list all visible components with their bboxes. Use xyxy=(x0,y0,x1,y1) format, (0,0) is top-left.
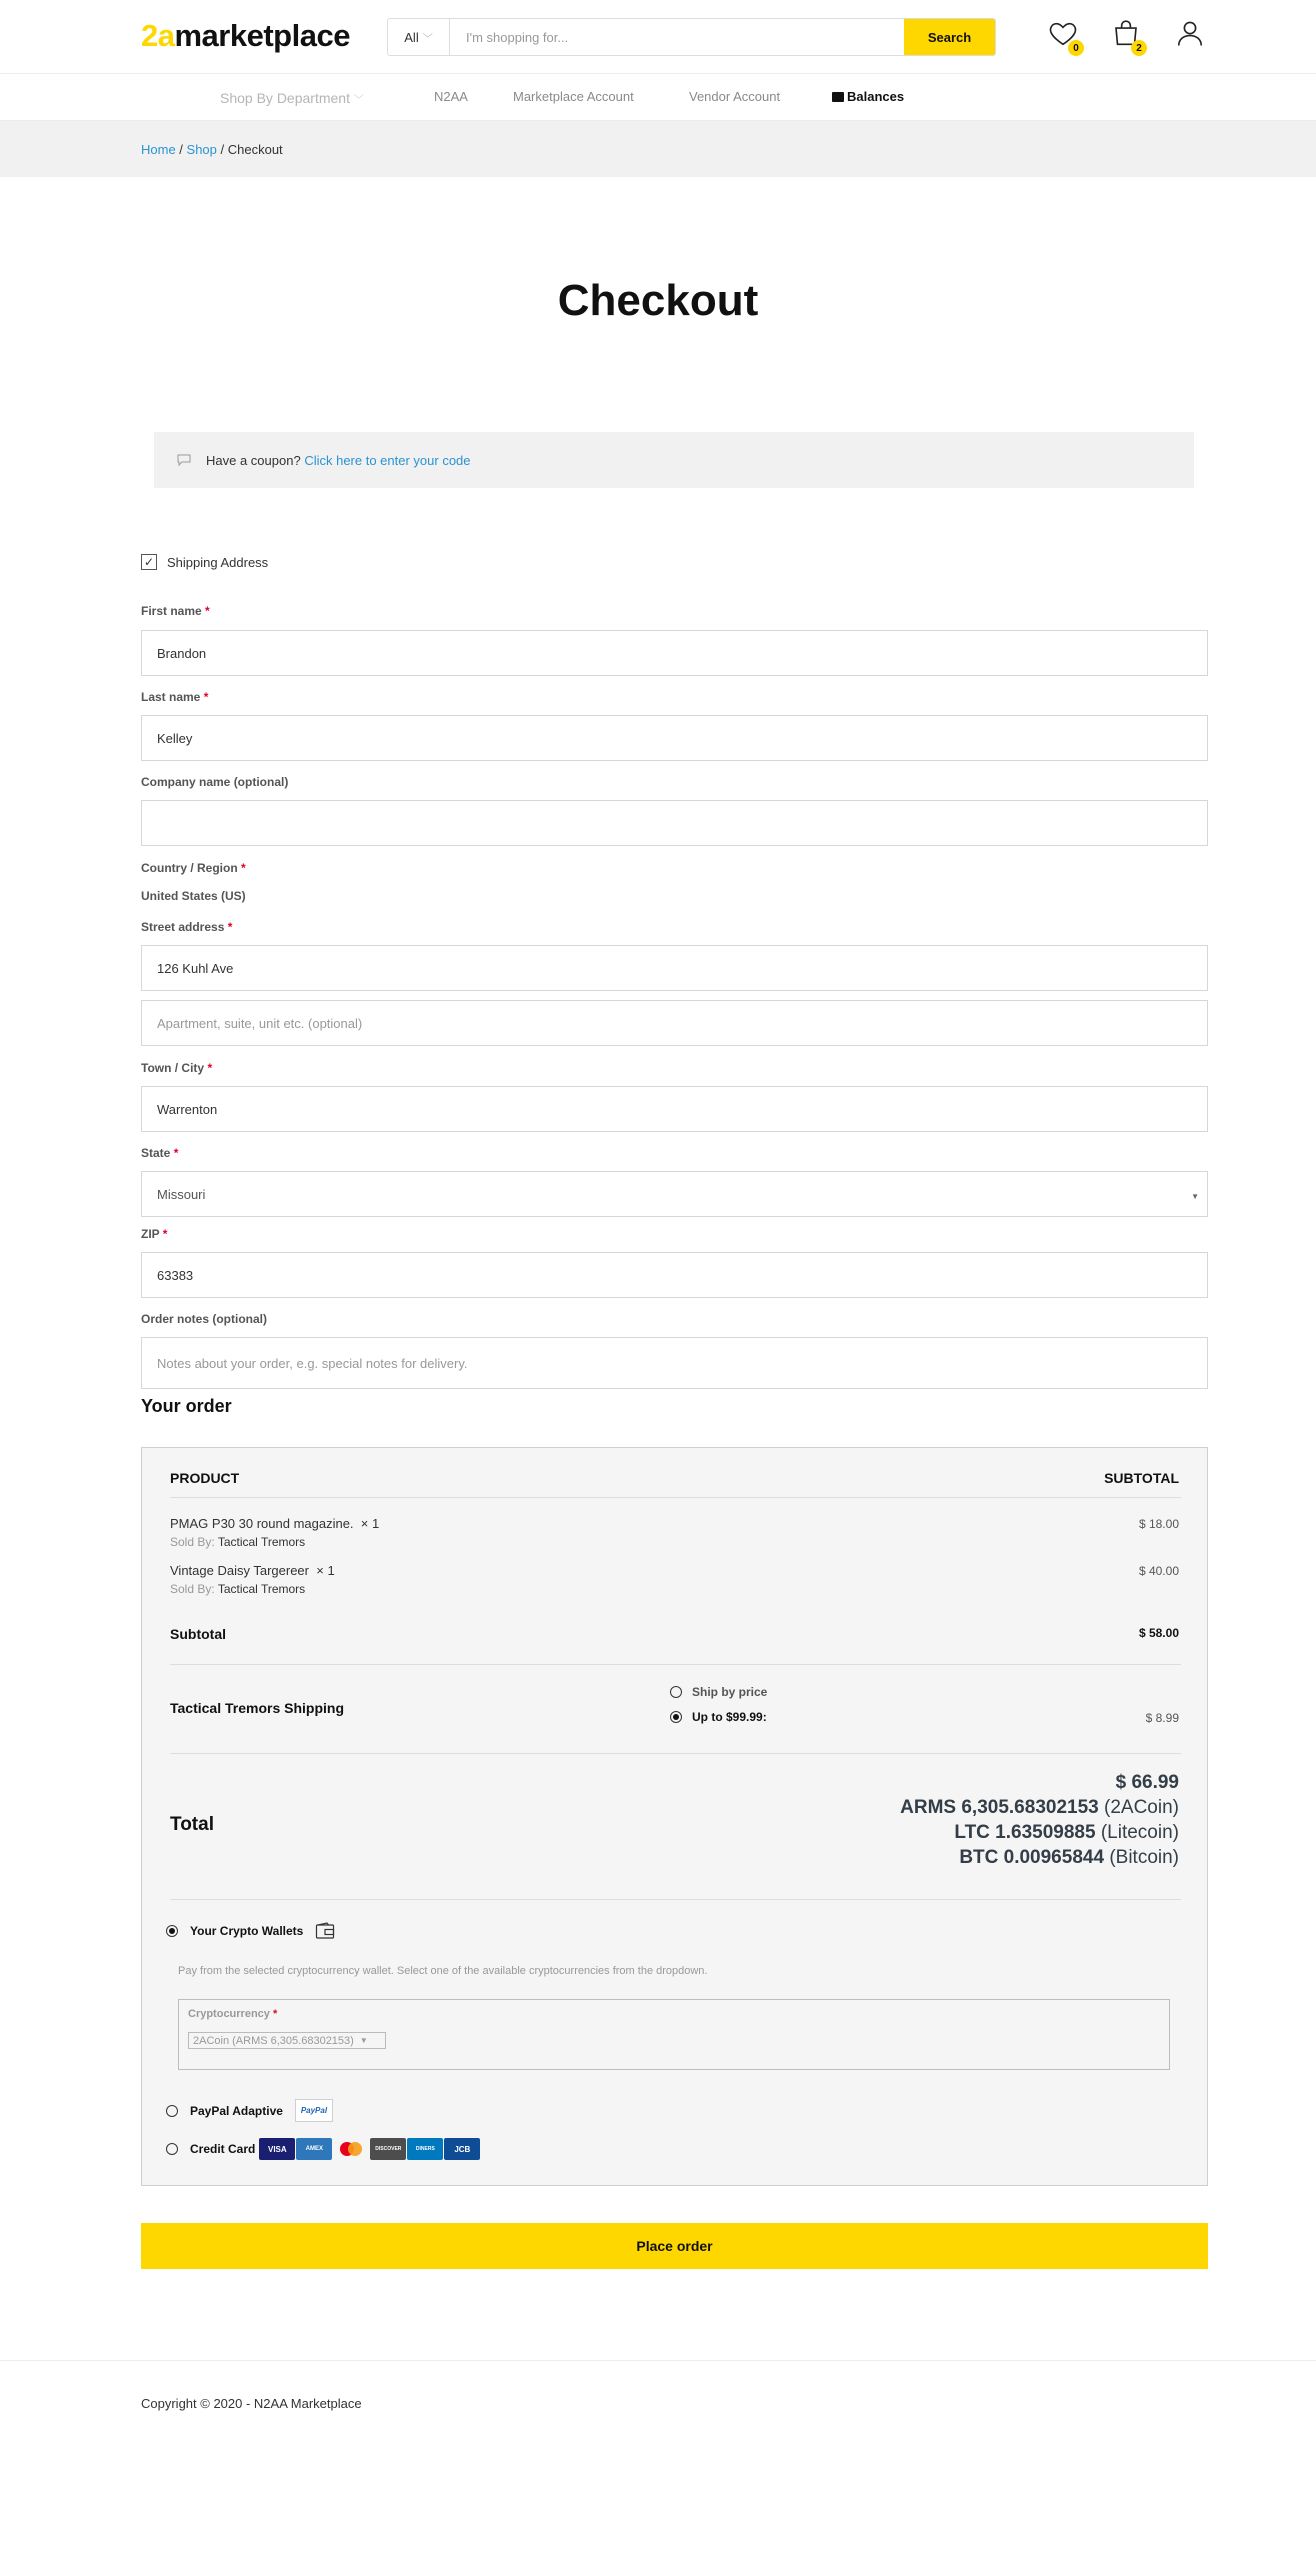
country-value: United States (US) xyxy=(141,889,246,903)
company-field[interactable] xyxy=(141,800,1208,846)
vendor-name: Tactical Tremors xyxy=(217,1535,306,1549)
column-subtotal-header: SUBTOTAL xyxy=(1104,1470,1179,1486)
order-item-price: $ 40.00 xyxy=(1138,1564,1179,1578)
search-button[interactable]: Search xyxy=(904,19,995,55)
paypal-logo: PayPal xyxy=(295,2099,333,2122)
order-item: Vintage Daisy Targereer × 1 Sold By: Tactical Tremors xyxy=(170,1563,335,1596)
state-select[interactable]: Missouri ▼ xyxy=(141,1171,1208,1217)
order-item: PMAG P30 30 round magazine. × 1 Sold By: Tactical Tremors xyxy=(170,1516,380,1549)
vendor-name: Tactical Tremors xyxy=(217,1582,306,1596)
shipping-address-toggle[interactable]: ✓ Shipping Address xyxy=(141,554,268,570)
breadcrumb-bar xyxy=(0,121,1316,177)
payment-card-option[interactable]: Credit Card VISA AMEX DISCOVER DINERS JCB xyxy=(166,2138,480,2160)
shipping-address-checkbox[interactable]: ✓ xyxy=(141,554,157,570)
order-item-price: $ 18.00 xyxy=(1138,1517,1179,1531)
payment-paypal-radio[interactable] xyxy=(166,2105,178,2117)
visa-icon: VISA xyxy=(259,2138,295,2160)
jcb-icon: JCB xyxy=(444,2138,480,2160)
coupon-notice: Have a coupon? Click here to enter your code xyxy=(154,432,1194,488)
your-order-heading: Your order xyxy=(141,1396,232,1416)
site-logo[interactable]: 2amarketplace xyxy=(141,18,350,53)
page-title: Checkout xyxy=(557,276,759,325)
copyright-text: Copyright © 2020 - N2AA Marketplace xyxy=(141,2396,362,2411)
cart-button[interactable] xyxy=(1111,18,1145,52)
total-ltc: LTC 1.63509885 (Litecoin) xyxy=(954,1822,1179,1843)
zip-label: ZIP * xyxy=(141,1227,168,1241)
company-label: Company name (optional) xyxy=(141,775,289,789)
wishlist-count-badge: 0 xyxy=(1068,40,1084,56)
order-notes-textarea[interactable]: Notes about your order, e.g. special notes for delivery. xyxy=(141,1337,1208,1389)
total-arms: ARMS 6,305.68302153 (2ACoin) xyxy=(900,1797,1179,1818)
shipping-price: $ 8.99 xyxy=(1145,1711,1179,1725)
zip-field[interactable]: 63383 xyxy=(141,1252,1208,1298)
total-label: Total xyxy=(170,1814,214,1835)
breadcrumb-shop[interactable]: Shop xyxy=(186,142,217,157)
street-label: Street address * xyxy=(141,920,233,934)
last-name-field[interactable]: Kelley xyxy=(141,715,1208,761)
search-category-select[interactable]: All ﹀ xyxy=(388,19,450,55)
subtotal-label: Subtotal xyxy=(170,1626,226,1642)
divider xyxy=(170,1497,1181,1498)
ship-by-price-option[interactable]: Ship by price xyxy=(670,1685,767,1699)
first-name-label: First name * xyxy=(141,604,210,618)
last-name-label: Last name * xyxy=(141,690,209,704)
coupon-link[interactable]: Click here to enter your code xyxy=(304,452,471,468)
total-usd: $ 66.99 xyxy=(1115,1772,1179,1793)
order-notes-label: Order notes (optional) xyxy=(141,1312,267,1326)
shipping-label: Tactical Tremors Shipping xyxy=(170,1700,345,1716)
main-nav xyxy=(0,74,1316,121)
search-bar xyxy=(387,18,996,56)
wallet-icon xyxy=(832,92,844,102)
ship-by-price-radio[interactable] xyxy=(670,1686,682,1698)
footer-divider xyxy=(0,2360,1316,2361)
user-icon xyxy=(1175,18,1205,48)
country-label: Country / Region * xyxy=(141,861,246,875)
total-btc: BTC 0.00965844 (Bitcoin) xyxy=(959,1847,1179,1868)
cryptocurrency-select[interactable]: 2ACoin (ARMS 6,305.68302153) ▼ xyxy=(188,2032,386,2049)
payment-crypto-radio[interactable] xyxy=(166,1925,178,1937)
first-name-field[interactable]: Brandon xyxy=(141,630,1208,676)
payment-paypal-option[interactable]: PayPal Adaptive PayPal xyxy=(166,2099,333,2122)
cart-count-badge: 2 xyxy=(1131,40,1147,56)
subtotal-value: $ 58.00 xyxy=(1138,1626,1179,1640)
city-field[interactable]: Warrenton xyxy=(141,1086,1208,1132)
divider xyxy=(170,1753,1181,1754)
apartment-field[interactable]: Apartment, suite, unit etc. (optional) xyxy=(141,1000,1208,1046)
ship-up-to-radio[interactable] xyxy=(670,1711,682,1723)
dropdown-caret-icon: ▼ xyxy=(1191,1192,1199,1201)
city-label: Town / City * xyxy=(141,1061,213,1075)
amex-icon: AMEX xyxy=(296,2138,332,2160)
crypto-payment-description: Pay from the selected cryptocurrency wallet. Select one of the available cryptocurrencies from the dropdown. xyxy=(178,1965,708,1977)
diners-club-icon: DINERS xyxy=(407,2138,443,2160)
site-header xyxy=(0,0,1316,74)
wishlist-button[interactable] xyxy=(1048,18,1082,52)
mastercard-icon xyxy=(333,2138,369,2160)
street-address-field[interactable]: 126 Kuhl Ave xyxy=(141,945,1208,991)
chevron-down-icon: ﹀ xyxy=(422,33,433,45)
ship-up-to-option[interactable]: Up to $99.99: xyxy=(670,1710,767,1724)
payment-crypto-option[interactable]: Your Crypto Wallets xyxy=(166,1922,335,1940)
nav-item-n2aa[interactable]: N2AA xyxy=(434,89,468,104)
search-input[interactable] xyxy=(450,19,904,55)
cryptocurrency-fieldset xyxy=(178,1999,1170,2070)
speech-bubble-icon xyxy=(176,453,192,467)
payment-card-radio[interactable] xyxy=(166,2143,178,2155)
divider xyxy=(170,1664,1181,1665)
discover-icon: DISCOVER xyxy=(370,2138,406,2160)
account-button[interactable] xyxy=(1175,18,1209,52)
place-order-button[interactable]: Place order xyxy=(141,2223,1208,2269)
dropdown-caret-icon: ▼ xyxy=(359,2036,368,2045)
breadcrumb-current: Checkout xyxy=(227,142,283,157)
shop-by-department-menu[interactable]: Shop By Department ﹀ xyxy=(220,90,364,106)
state-label: State * xyxy=(141,1146,179,1160)
cryptocurrency-label: Cryptocurrency * xyxy=(188,2008,278,2020)
order-review-box xyxy=(141,1447,1208,2186)
breadcrumb-home[interactable]: Home xyxy=(141,142,176,157)
chevron-down-icon: ﹀ xyxy=(353,95,364,106)
breadcrumb: Home / Shop / Checkout xyxy=(141,142,283,157)
column-product-header: PRODUCT xyxy=(170,1470,240,1486)
divider xyxy=(170,1899,1181,1900)
wallet-icon xyxy=(315,1922,335,1940)
nav-item-marketplace-account[interactable]: Marketplace Account xyxy=(513,89,634,104)
nav-item-balances[interactable]: Balances xyxy=(832,89,904,104)
total-values xyxy=(900,1772,1179,1869)
nav-item-vendor-account[interactable]: Vendor Account xyxy=(689,89,781,104)
